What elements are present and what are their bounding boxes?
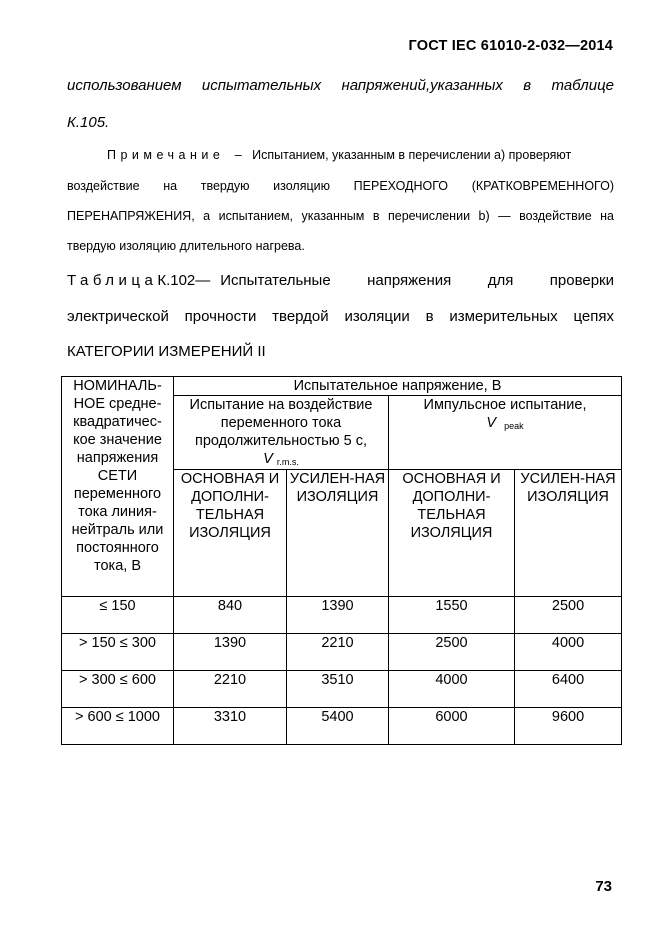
note-line-1-text: Испытанием, указанным в перечислении а) проверяют — [252, 148, 572, 162]
document-header: ГОСТ IEC 61010-2-032—2014 — [408, 38, 613, 54]
impulse-test-text: Импульсное испытание, — [423, 397, 587, 413]
row-4-ac-reinforced: 5400 — [287, 708, 389, 745]
table-caption-line-1 — [67, 272, 614, 289]
note-dash: – — [234, 148, 242, 162]
row-2-impulse-reinforced: 4000 — [515, 634, 622, 671]
header-reinforced-insulation-impulse: УСИЛЕН-НАЯ ИЗОЛЯЦИЯ — [515, 470, 622, 597]
table-caption-line-3: КАТЕГОРИИ ИЗМЕРЕНИЙ II — [67, 343, 266, 360]
row-4-voltage-range: > 600 ≤ 1000 — [62, 708, 174, 745]
ac-symbol: V — [263, 451, 273, 467]
row-3-impulse-basic: 4000 — [389, 671, 515, 708]
row-3-impulse-reinforced: 6400 — [515, 671, 622, 708]
intro-line-2: К.105. — [67, 114, 110, 131]
impulse-subscript: peak — [504, 421, 524, 431]
table-caption-title: Испытательные напряжения для проверки — [220, 272, 614, 289]
ac-test-text: Испытание на воздействие переменного тока продолжительностью 5 с, — [189, 397, 373, 449]
row-4-impulse-reinforced: 9600 — [515, 708, 622, 745]
table-row — [62, 708, 622, 745]
row-2-ac-basic: 1390 — [174, 634, 287, 671]
table-row — [62, 597, 622, 634]
header-impulse-test — [389, 396, 622, 470]
row-2-impulse-basic: 2500 — [389, 634, 515, 671]
row-1-ac-reinforced: 1390 — [287, 597, 389, 634]
row-2-ac-reinforced: 2210 — [287, 634, 389, 671]
table-caption-number: К.102 — [157, 272, 196, 289]
impulse-symbol: V — [486, 415, 497, 431]
header-reinforced-insulation-ac: УСИЛЕН-НАЯ ИЗОЛЯЦИЯ — [287, 470, 389, 597]
note-label: Примечание — [107, 148, 225, 162]
table-caption-dash: — — [195, 272, 211, 289]
table-row — [62, 634, 622, 671]
table-caption-label: Таблица — [67, 272, 158, 289]
row-1-voltage-range: ≤ 150 — [62, 597, 174, 634]
ac-subscript: r.m.s. — [276, 457, 299, 467]
header-test-voltage: Испытательное напряжение, В — [174, 377, 622, 396]
note-line-3: ПЕРЕНАПРЯЖЕНИЯ, а испытанием, указанным в перечислении b) — воздействие на — [67, 209, 614, 223]
note-line-1 — [67, 148, 614, 162]
row-3-ac-reinforced: 3510 — [287, 671, 389, 708]
header-basic-insulation-ac: ОСНОВНАЯ И ДОПОЛНИ-ТЕЛЬНАЯ ИЗОЛЯЦИЯ — [174, 470, 287, 597]
table-row — [62, 671, 622, 708]
note-line-4: твердую изоляцию длительного нагрева. — [67, 239, 305, 253]
header-ac-test — [174, 396, 389, 470]
row-1-impulse-basic: 1550 — [389, 597, 515, 634]
intro-line-1: использованием испытательных напряжений,указанных в таблице — [67, 77, 614, 94]
header-nominal-voltage: НОМИНАЛЬ-НОЕ средне-квадратичес-кое значение напряжения СЕТИ переменного тока линия-нейтраль или постоянного тока, В — [62, 377, 174, 597]
table-caption-line-2: электрической прочности твердой изоляции в измерительных цепях — [67, 308, 614, 325]
row-3-ac-basic: 2210 — [174, 671, 287, 708]
row-4-impulse-basic: 6000 — [389, 708, 515, 745]
row-2-voltage-range: > 150 ≤ 300 — [62, 634, 174, 671]
row-4-ac-basic: 3310 — [174, 708, 287, 745]
header-basic-insulation-impulse: ОСНОВНАЯ И ДОПОЛНИ-ТЕЛЬНАЯ ИЗОЛЯЦИЯ — [389, 470, 515, 597]
test-voltage-table — [61, 376, 622, 745]
page-number: 73 — [595, 878, 612, 895]
row-1-ac-basic: 840 — [174, 597, 287, 634]
row-1-impulse-reinforced: 2500 — [515, 597, 622, 634]
row-3-voltage-range: > 300 ≤ 600 — [62, 671, 174, 708]
note-line-2: воздействие на твердую изоляцию ПЕРЕХОДНОГО (КРАТКОВРЕМЕННОГО) — [67, 179, 614, 193]
